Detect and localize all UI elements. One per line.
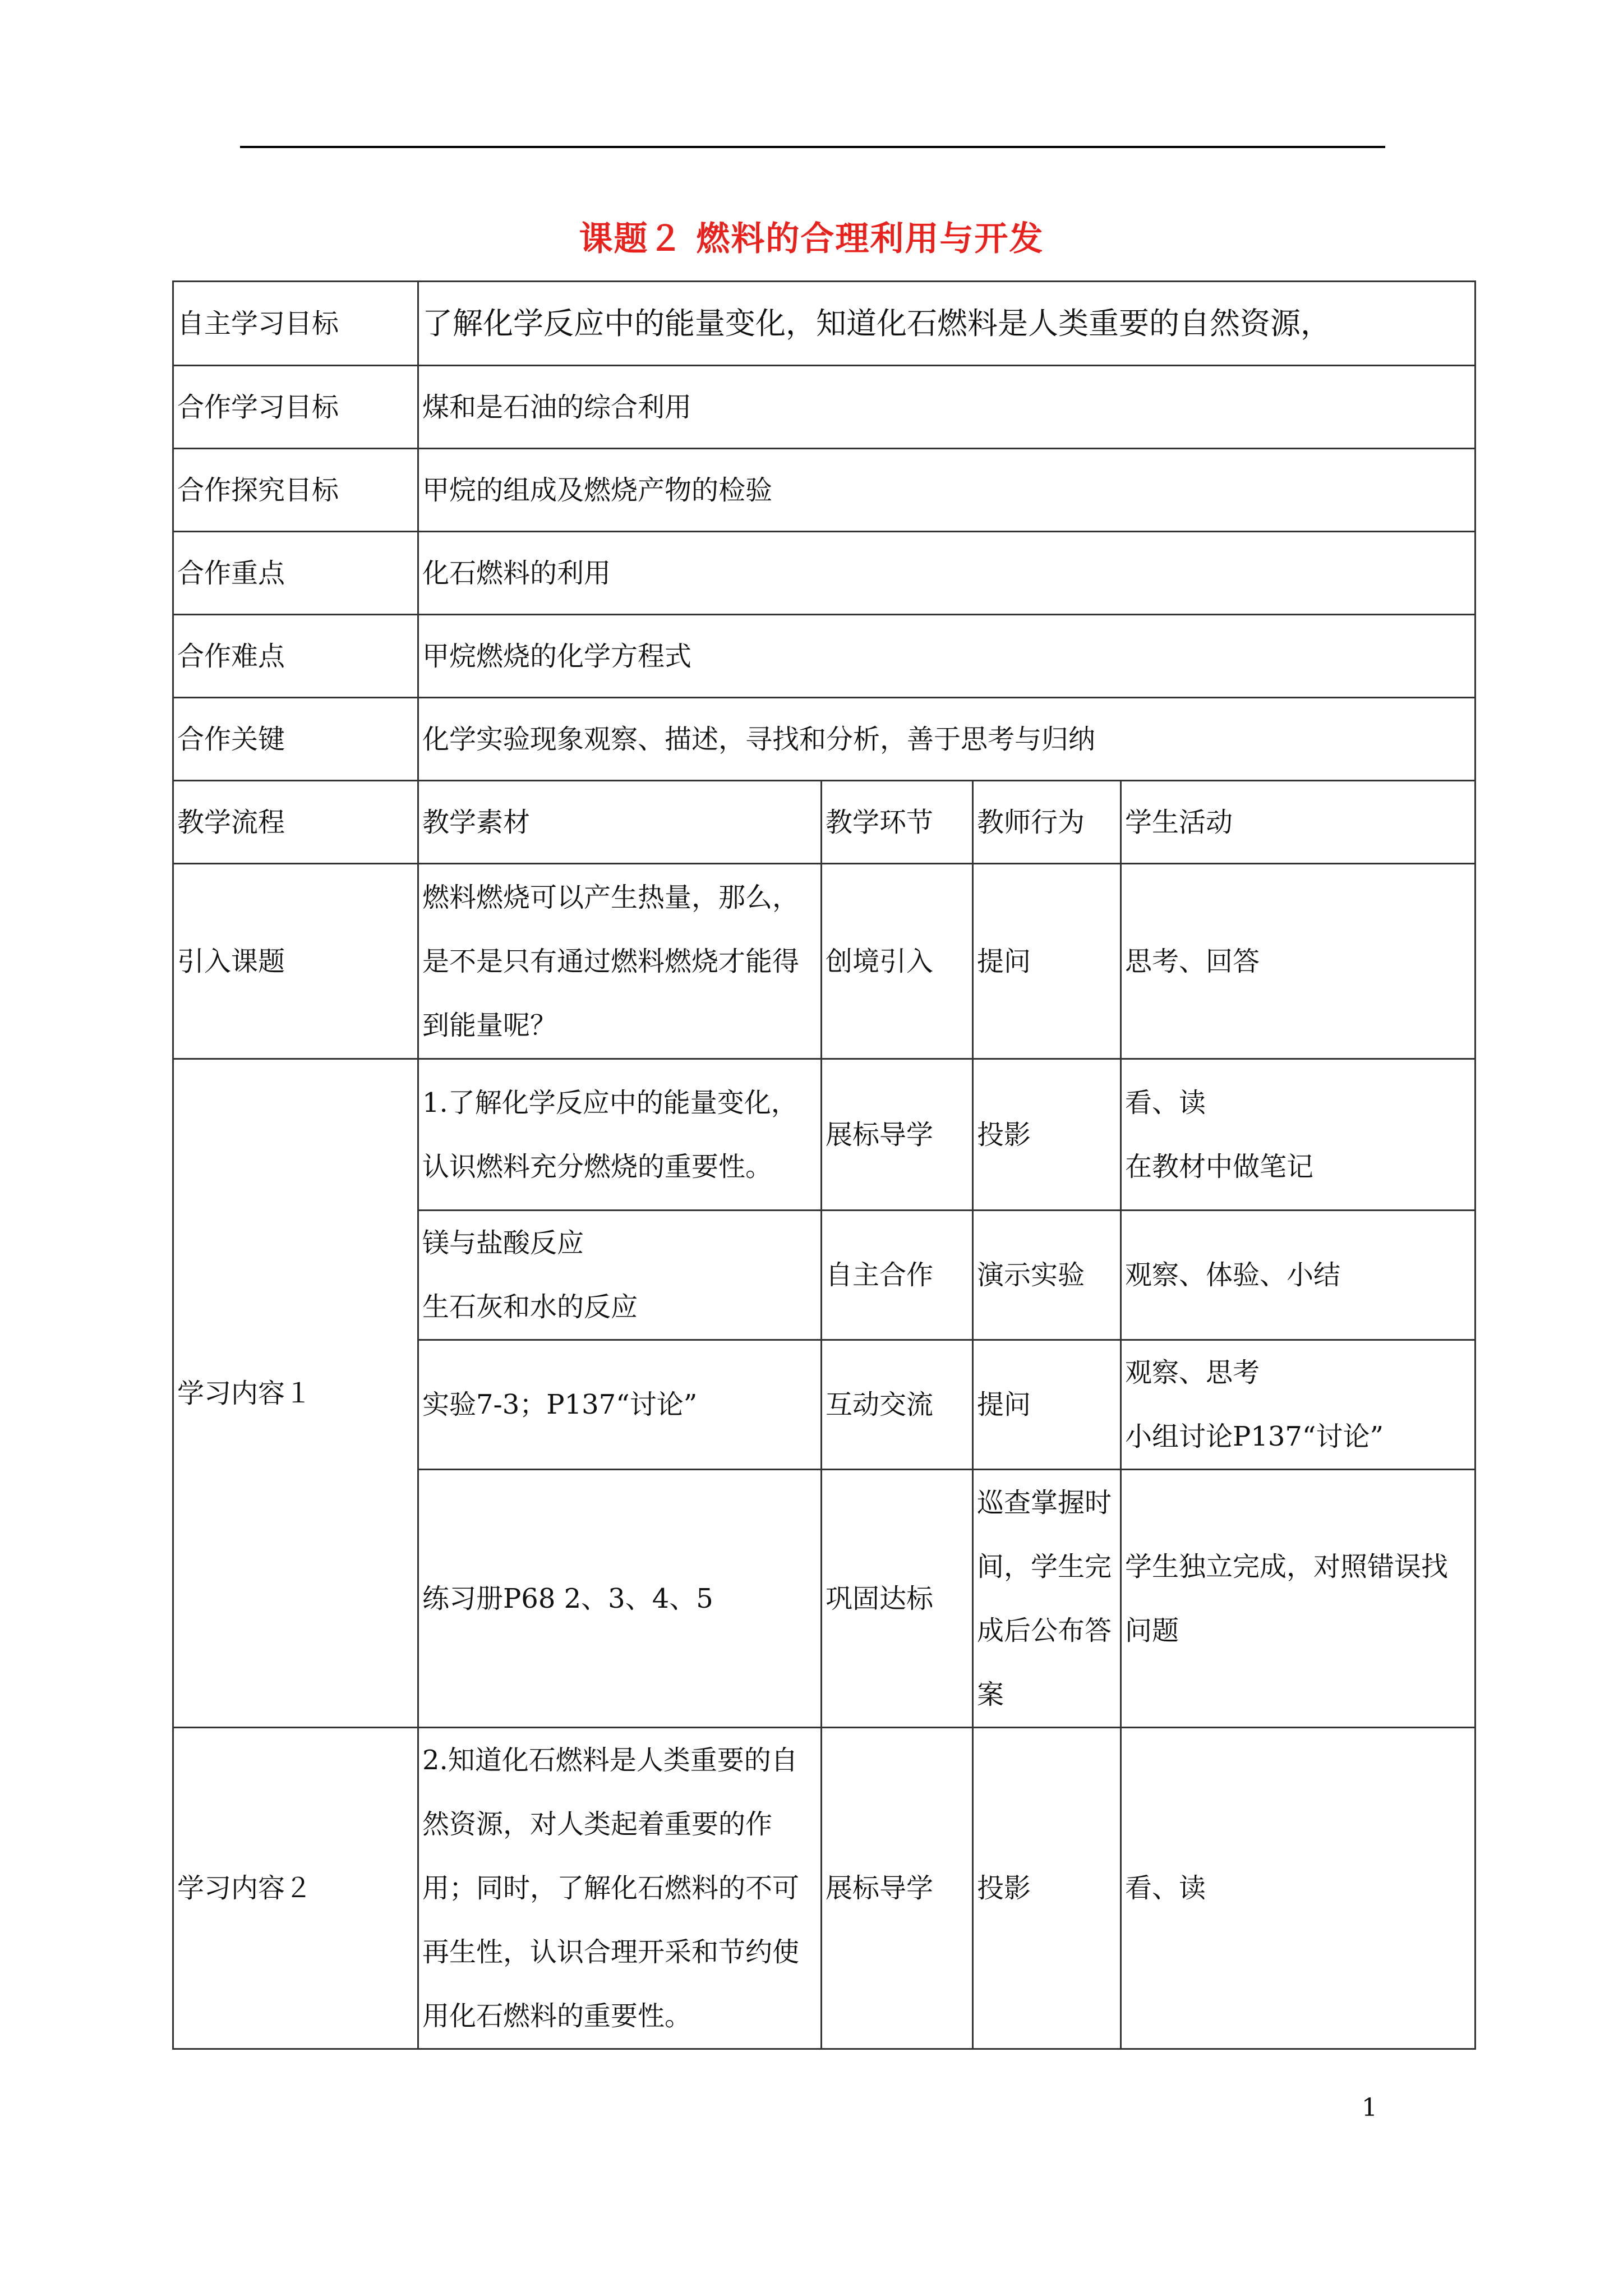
objective-row bbox=[173, 282, 1476, 366]
teacher-cell: 投影 bbox=[973, 1728, 1121, 2049]
teacher-cell: 提问 bbox=[973, 1340, 1121, 1470]
stage-cell: 巩固达标 bbox=[822, 1470, 973, 1728]
stage-cell: 互动交流 bbox=[822, 1340, 973, 1470]
objective-row bbox=[173, 366, 1476, 449]
objective-row bbox=[173, 698, 1476, 781]
objective-label: 合作难点 bbox=[173, 615, 418, 698]
objective-value: 甲烷燃烧的化学方程式 bbox=[418, 615, 1476, 698]
student-line: 在教材中做笔记 bbox=[1125, 1151, 1314, 1182]
student-line: 看、读 bbox=[1125, 1087, 1206, 1119]
teacher-cell: 投影 bbox=[973, 1059, 1121, 1211]
material-cell: 练习册P68 2、3、4、5 bbox=[418, 1470, 822, 1728]
student-cell bbox=[1121, 1340, 1476, 1470]
content1-row bbox=[173, 1059, 1476, 1211]
objective-value: 煤和是石油的综合利用 bbox=[418, 366, 1476, 449]
student-cell: 观察、体验、小结 bbox=[1121, 1211, 1476, 1340]
material-line: 生石灰和水的反应 bbox=[422, 1291, 638, 1323]
material-cell: 实验7-3；P137“讨论” bbox=[418, 1340, 822, 1470]
page-title: 课题２ 燃料的合理利用与开发 bbox=[579, 219, 1044, 259]
student-cell: 学生独立完成，对照错误找问题 bbox=[1121, 1470, 1476, 1728]
process-cell: 学习内容２ bbox=[173, 1728, 418, 2049]
student-cell bbox=[1121, 1059, 1476, 1211]
header-teacher: 教师行为 bbox=[973, 781, 1121, 864]
objective-label: 合作关键 bbox=[173, 698, 418, 781]
teacher-cell: 提问 bbox=[973, 864, 1121, 1059]
objective-label: 合作探究目标 bbox=[173, 449, 418, 532]
header-process: 教学流程 bbox=[173, 781, 418, 864]
stage-cell: 展标导学 bbox=[822, 1728, 973, 2049]
material-cell: 燃料燃烧可以产生热量，那么，是不是只有通过燃料燃烧才能得到能量呢？ bbox=[418, 864, 822, 1059]
intro-row bbox=[173, 864, 1476, 1059]
objective-row bbox=[173, 615, 1476, 698]
teacher-cell: 演示实验 bbox=[973, 1211, 1121, 1340]
stage-cell: 展标导学 bbox=[822, 1059, 973, 1211]
process-cell: 学习内容１ bbox=[173, 1059, 418, 1728]
stage-cell: 创境引入 bbox=[822, 864, 973, 1059]
objective-value: 化学实验现象观察、描述，寻找和分析，善于思考与归纳 bbox=[418, 698, 1476, 781]
material-line: 镁与盐酸反应 bbox=[422, 1227, 584, 1259]
flow-header-row bbox=[173, 781, 1476, 864]
page-number: 1 bbox=[1362, 2093, 1377, 2122]
objective-row bbox=[173, 449, 1476, 532]
material-cell: 1.了解化学反应中的能量变化，认识燃料充分燃烧的重要性。 bbox=[418, 1059, 822, 1211]
student-line: 小组讨论P137“讨论” bbox=[1125, 1421, 1384, 1452]
material-cell: 2.知道化石燃料是人类重要的自然资源，对人类起着重要的作用；同时，了解化石燃料的不可再生性，认识合理开采和节约使用化石燃料的重要性。 bbox=[418, 1728, 822, 2049]
process-cell: 引入课题 bbox=[173, 864, 418, 1059]
material-cell bbox=[418, 1211, 822, 1340]
header-student: 学生活动 bbox=[1121, 781, 1476, 864]
lesson-plan-table bbox=[172, 280, 1476, 2050]
header-material: 教学素材 bbox=[418, 781, 822, 864]
objective-label: 合作学习目标 bbox=[173, 366, 418, 449]
objective-value: 了解化学反应中的能量变化，知道化石燃料是人类重要的自然资源， bbox=[418, 282, 1476, 366]
header-stage: 教学环节 bbox=[822, 781, 973, 864]
teacher-cell: 巡查掌握时间，学生完成后公布答案 bbox=[973, 1470, 1121, 1728]
stage-cell: 自主合作 bbox=[822, 1211, 973, 1340]
student-cell: 看、读 bbox=[1121, 1728, 1476, 2049]
objective-row bbox=[173, 532, 1476, 615]
objective-label: 合作重点 bbox=[173, 532, 418, 615]
objective-value: 甲烷的组成及燃烧产物的检验 bbox=[418, 449, 1476, 532]
objective-value: 化石燃料的利用 bbox=[418, 532, 1476, 615]
content2-row bbox=[173, 1728, 1476, 2049]
objective-label: 自主学习目标 bbox=[173, 282, 418, 366]
student-line: 观察、思考 bbox=[1125, 1357, 1260, 1388]
header-rule bbox=[240, 146, 1385, 148]
student-cell: 思考、回答 bbox=[1121, 864, 1476, 1059]
